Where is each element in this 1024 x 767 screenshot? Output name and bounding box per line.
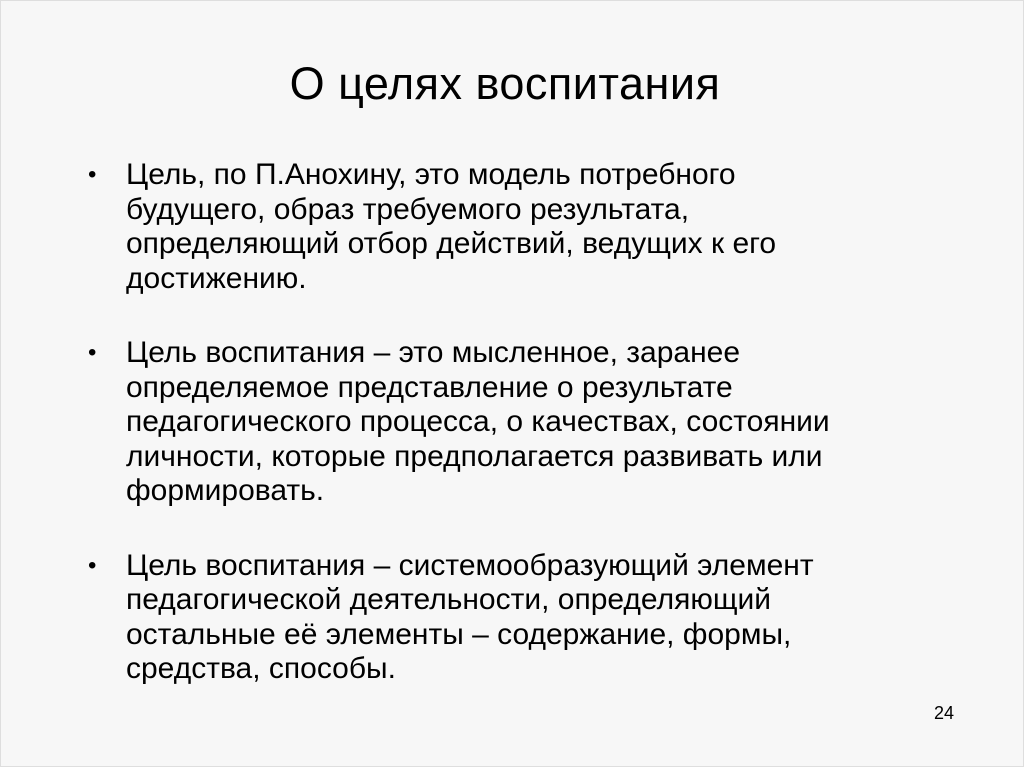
bullet-text: Цель воспитания – системообразующий элемент педагогической деятельности, определяющий остальные её элементы – содержание, формы, средства, способы. — [126, 548, 814, 685]
bullet-text: Цель, по П.Анохину, это модель потребного будущего, образ требуемого результата, определяющий отбор действий, ведущих к его достижению. — [126, 158, 777, 295]
bullet-item-system-forming-element — [88, 549, 948, 687]
bullet-list — [88, 158, 948, 687]
bullet-icon: • — [88, 161, 97, 188]
page-number: 24 — [934, 703, 955, 723]
bullet-item-goal-of-upbringing — [88, 336, 948, 509]
bullet-icon: • — [88, 551, 97, 579]
bullet-icon: • — [88, 339, 97, 366]
bullet-text: Цель воспитания – это мысленное, заранее определяемое представление о результате педагогического процесса, о качествах, состоянии личности, которые предполагается развивать или формировать. — [126, 336, 830, 507]
bullet-item-goal-anokhin — [88, 158, 948, 296]
slide-title: О целях воспитания — [289, 58, 721, 109]
